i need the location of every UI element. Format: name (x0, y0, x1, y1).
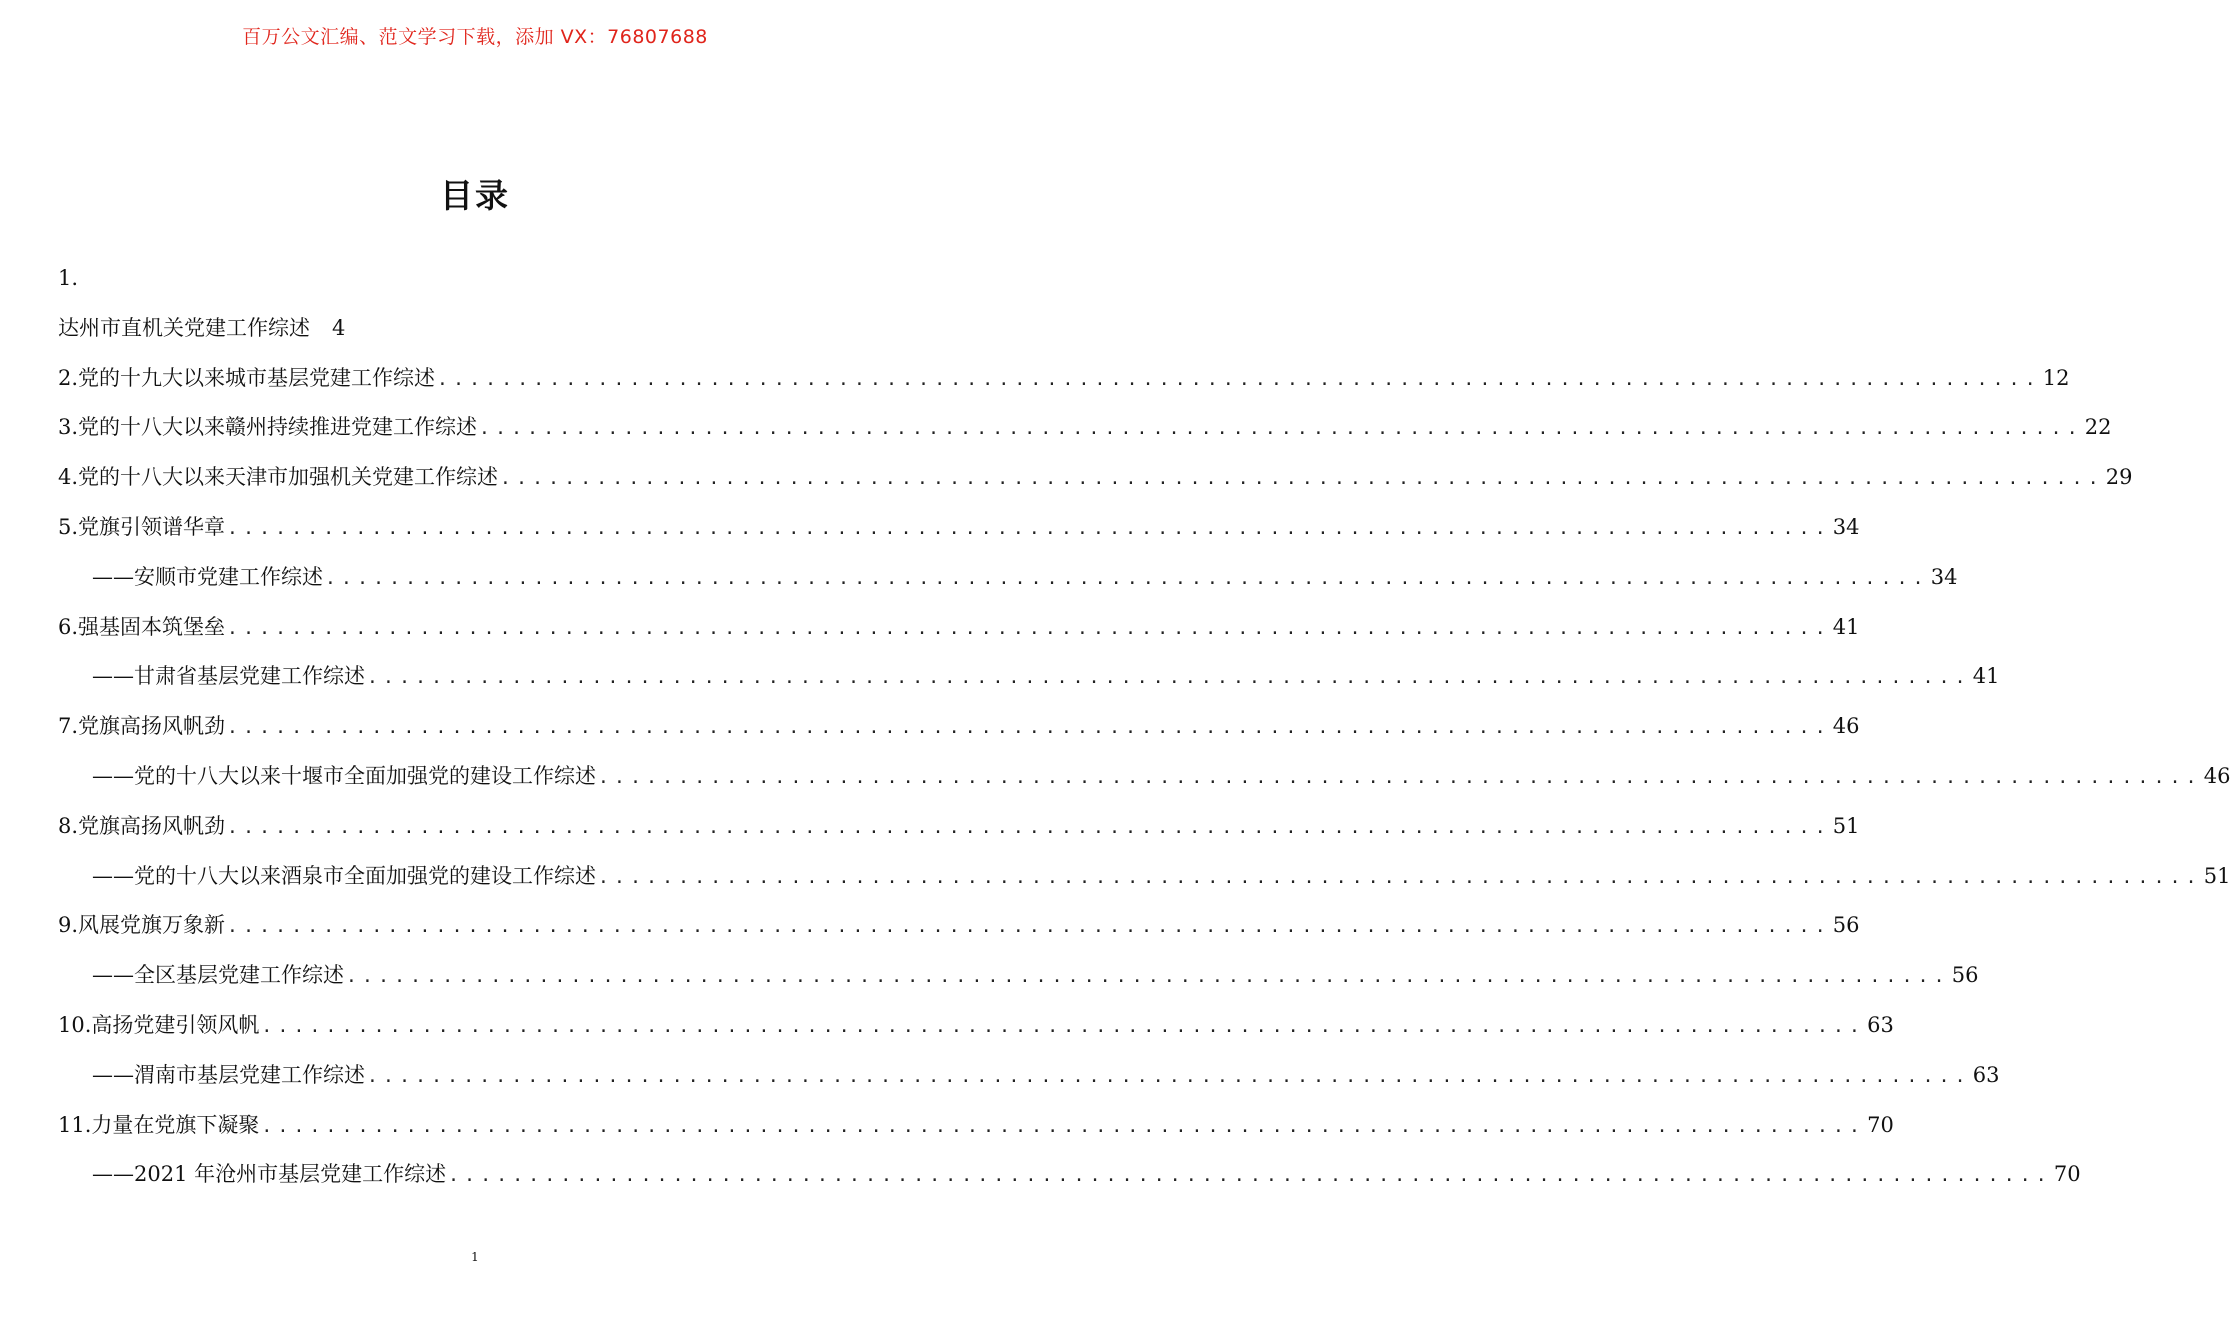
toc-entry-text: ——渭南市基层党建工作综述 (92, 1062, 365, 1087)
toc-subentry[interactable] (58, 1150, 2081, 1200)
toc-entry[interactable] (58, 304, 892, 354)
toc-entry-page: 12 (2042, 365, 2070, 390)
toc-leader-dots: .................................................................................................... (227, 816, 1831, 838)
toc-entry-text: 1. (58, 266, 79, 290)
toc-leader-dots: .................................................................................................... (437, 368, 2041, 390)
page-title: 目录 (440, 176, 510, 215)
toc-entry[interactable] (58, 403, 2112, 453)
toc-entry[interactable] (58, 503, 1860, 553)
toc-entry-page: 70 (1867, 1112, 1894, 1137)
toc-subentry[interactable] (58, 852, 2230, 902)
toc-leader-dots: .................................................................................................... (227, 717, 1831, 739)
toc-entry[interactable] (58, 1101, 1894, 1151)
table-of-contents (58, 254, 2230, 1200)
toc-subentry[interactable] (58, 553, 1958, 603)
toc-entry-text: 3.党的十八大以来赣州持续推进党建工作综述 (58, 415, 478, 440)
toc-entry[interactable] (58, 702, 1860, 752)
toc-entry-text: 达州市直机关党建工作综述 (58, 315, 310, 340)
toc-subentry[interactable] (58, 652, 2000, 702)
page-number: 1 (471, 1250, 479, 1264)
toc-entry-text: ——2021 年沧州市基层党建工作综述 (92, 1162, 447, 1187)
toc-entry-page: 34 (1930, 564, 1958, 589)
toc-entry-text: ——党的十八大以来酒泉市全面加强党的建设工作综述 (92, 863, 596, 888)
toc-leader-dots: .................................................................................................... (227, 916, 1831, 938)
toc-entry-page: 51 (1832, 813, 1860, 838)
toc-entry[interactable] (58, 354, 2070, 404)
toc-entry-page: 22 (2084, 415, 2112, 440)
toc-subentry[interactable] (58, 752, 2230, 802)
toc-entry[interactable] (58, 254, 892, 304)
toc-entry-text: 9.风展党旗万象新 (58, 913, 226, 938)
toc-entry-page: 63 (1867, 1012, 1894, 1037)
toc-entry-text: 10.高扬党建引领风帆 (58, 1012, 260, 1037)
toc-leader-dots: .................................................................................................... (500, 468, 2104, 490)
toc-entry-text: ——甘肃省基层党建工作综述 (92, 664, 365, 689)
toc-leader-dots: .................................................................................................... (479, 418, 2083, 440)
toc-entry[interactable] (58, 901, 1860, 951)
toc-entry-text: 5.党旗引领谱华章 (58, 514, 226, 539)
toc-entry-page: 70 (2053, 1162, 2081, 1187)
toc-leader-dots: .................................................................................................... (598, 866, 2202, 888)
toc-entry[interactable] (58, 603, 1860, 653)
toc-leader-dots: .................................................................................................... (367, 1065, 1971, 1087)
toc-entry-text: 11.力量在党旗下凝聚 (58, 1112, 260, 1137)
toc-leader-dots: .................................................................................................... (261, 1015, 1866, 1037)
toc-entry-text: 2.党的十九大以来城市基层党建工作综述 (58, 365, 436, 390)
toc-entry-text: ——全区基层党建工作综述 (92, 963, 344, 988)
toc-entry[interactable] (58, 453, 2133, 503)
toc-leader-dots: .................................................................................................... (598, 766, 2202, 788)
toc-entry-page: 51 (2203, 863, 2230, 888)
toc-entry-page: 41 (1832, 614, 1860, 639)
toc-entry-page: 56 (1832, 913, 1860, 938)
toc-entry[interactable] (58, 802, 1860, 852)
toc-entry-page: 46 (1832, 714, 1860, 739)
toc-entry-text: ——党的十八大以来十堰市全面加强党的建设工作综述 (92, 763, 596, 788)
toc-leader-dots: .................................................................................................... (367, 667, 1971, 689)
toc-leader-dots: .................................................................................................... (325, 567, 1929, 589)
toc-leader-dots: .................................................................................................... (261, 1115, 1866, 1137)
toc-entry-page: 4 (332, 315, 346, 340)
toc-entry-page: 46 (2203, 763, 2230, 788)
toc-subentry[interactable] (58, 1051, 2000, 1101)
toc-entry-page: 56 (1951, 963, 1979, 988)
toc-entry-text: 4.党的十八大以来天津市加强机关党建工作综述 (58, 465, 499, 490)
toc-entry-page: 41 (1972, 664, 2000, 689)
toc-entry-page: 34 (1832, 514, 1860, 539)
toc-subentry[interactable] (58, 951, 1979, 1001)
toc-leader-dots: .................................................................................................... (346, 966, 1950, 988)
header-banner: 百万公文汇编、范文学习下载，添加 VX：76807688 (242, 26, 708, 48)
toc-leader-dots: .................................................................................................... (227, 617, 1831, 639)
toc-leader-dots: .................................................................................................... (448, 1165, 2052, 1187)
toc-entry[interactable] (58, 1001, 1894, 1051)
toc-entry-text: 7.党旗高扬风帆劲 (58, 714, 226, 739)
toc-leader-dots: .................................................................................................... (227, 517, 1831, 539)
toc-entry-text: 8.党旗高扬风帆劲 (58, 813, 226, 838)
toc-entry-page: 63 (1972, 1062, 2000, 1087)
toc-entry-text: ——安顺市党建工作综述 (92, 564, 323, 589)
toc-entry-text: 6.强基固本筑堡垒 (58, 614, 226, 639)
toc-entry-page: 29 (2105, 465, 2133, 490)
